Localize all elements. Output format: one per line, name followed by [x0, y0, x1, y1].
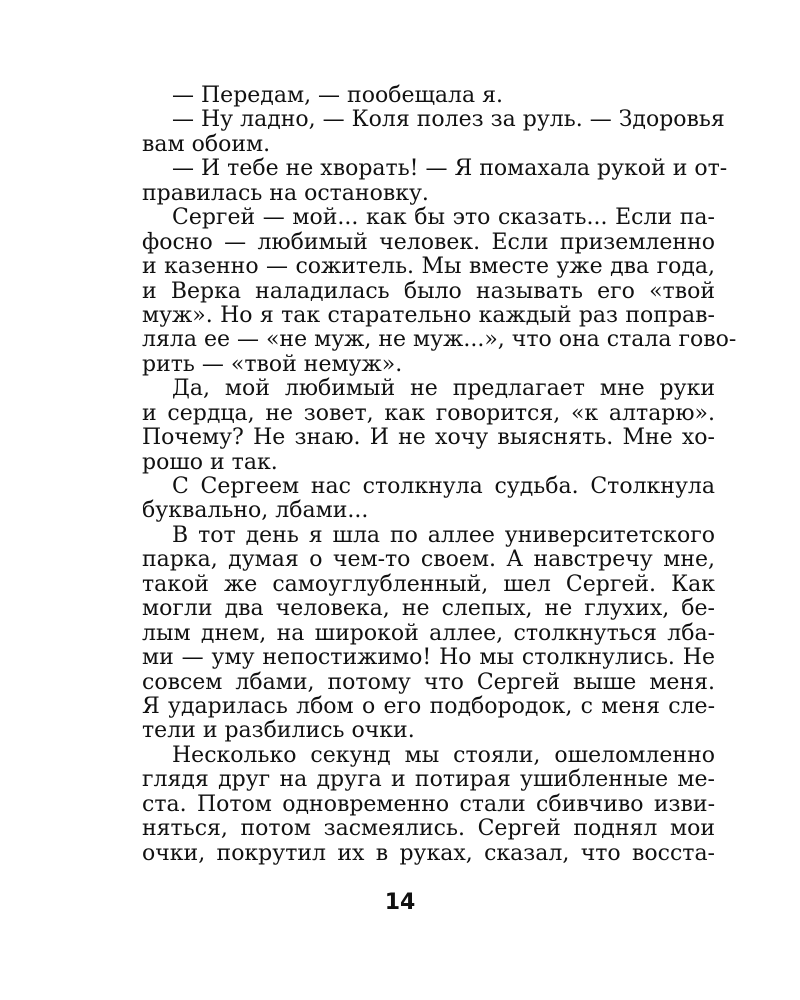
text-line: няться, потом засмеялись. Сергей поднял мои [142, 816, 715, 842]
text-line: буквально, лбами... [142, 498, 369, 524]
text-line: и сердца, не зовет, как говорится, «к алтарю». [142, 400, 715, 426]
text-line: — И тебе не хворать! — Я помахала рукой и от- [172, 156, 728, 182]
text-line: рошо и так. [142, 449, 278, 475]
text-line: и казенно — сожитель. Мы вместе уже два года, [142, 254, 715, 280]
text-line: такой же самоуглубленный, шел Сергей. Как [142, 571, 715, 597]
text-line: могли два человека, не слепых, не глухих, бе- [142, 596, 715, 622]
body-text [142, 83, 737, 866]
text-line: Почему? Не знаю. И не хочу выяснять. Мне хо- [142, 425, 715, 451]
text-line: — Ну ладно, — Коля полез за руль. — Здоровья [172, 107, 725, 133]
text-line: ляла ее — «не муж, не муж...», что она стала гово- [142, 327, 737, 353]
text-line: Я ударилась лбом о его подбородок, с меня сле- [142, 693, 715, 719]
text-line: правилась на остановку. [142, 180, 429, 206]
text-line: С Сергеем нас столкнула судьба. Столкнула [172, 474, 715, 499]
page-number: 14 [384, 890, 416, 915]
text-line: муж». Но я так старательно каждый раз поправ- [142, 302, 715, 328]
text-line: ста. Потом одновременно стали сбивчиво изви- [142, 791, 715, 817]
text-line: Несколько секунд мы стояли, ошеломленно [172, 742, 715, 768]
text-line: Сергей — мой... как бы это сказать... Если па- [172, 205, 715, 231]
text-line: глядя друг на друга и потирая ушибленные ме- [142, 767, 715, 793]
text-line: В тот день я шла по аллее университетского [172, 522, 715, 548]
text-line: тели и разбились очки. [142, 718, 415, 744]
text-line: совсем лбами, потому что Сергей выше меня. [142, 669, 715, 695]
text-line: ми — уму непостижимо! Но мы столкнулись. Не [142, 645, 715, 671]
text-line: рить — «твой немуж». [142, 351, 403, 377]
text-line: очки, покрутил их в руках, сказал, что восста- [142, 840, 715, 866]
text-line: Да, мой любимый не предлагает мне руки [172, 376, 715, 402]
text-line: вам обоим. [142, 131, 271, 157]
text-line: фосно — любимый человек. Если приземленно [142, 229, 715, 255]
text-line: лым днем, на широкой аллее, столкнуться лба- [142, 620, 715, 646]
text-line: и Верка наладилась было называть его «твой [142, 278, 715, 304]
text-line: парка, думая о чем-то своем. А навстречу мне, [142, 547, 715, 573]
text-line: — Передам, — пообещала я. [172, 83, 503, 108]
